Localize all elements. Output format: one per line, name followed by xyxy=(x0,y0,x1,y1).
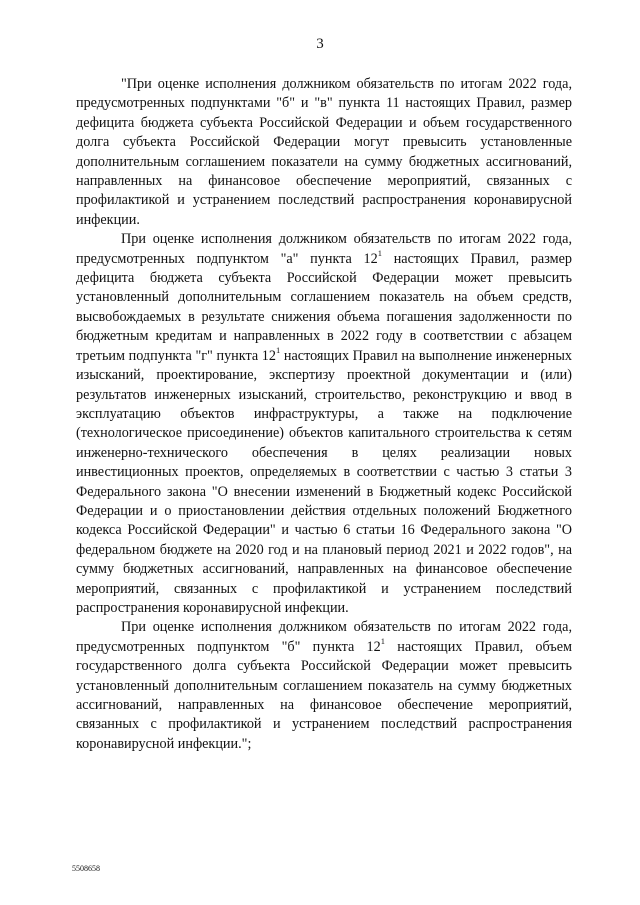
paragraph-text: "При оценке исполнения должником обязательств по итогам 2022 года, предусмотренных подпунктами "б" и "в" пункта 11 настоящих Правил, размер дефицита бюджета субъекта Российской Федерации и объем государственного долга субъекта Российской Федерации могут превысить установленные дополнительным соглашением показатели на сумму бюджетных ассигнований, направленных на финансовое обеспечение мероприятий, связанных с профилактикой и устранением последствий распространения коронавирусной инфекции. xyxy=(76,76,572,228)
paragraph-text: При оценке исполнения должником обязательств по итогам 2022 года, предусмотренных подпунктом "б" пункта 12 xyxy=(76,619,572,655)
superscript-marker: 1 xyxy=(275,344,281,355)
superscript-marker: 1 xyxy=(380,636,385,647)
paragraph-text: настоящих Правил, размер дефицита бюджета субъекта Российской Федерации может превысить установленный дополнительным соглашением показатель на объем средств, высвобождаемых в результате снижения объема погашения задолженности по бюджетным кредитам и направленных в 2022 году в соответствии с абзацем третьим подпункта "г" пункта 12 xyxy=(76,250,572,364)
paragraph-text: настоящих Правил, объем государственного долга субъекта Российской Федерации может превысить установленный дополнительным соглашением показатель на сумму бюджетных ассигнований, направленных на финансовое обеспечение мероприятий, связанных с профилактикой и устранением последствий распространения коронавирусной инфекции."; xyxy=(76,638,572,752)
document-code: 5508658 xyxy=(72,864,100,873)
page-number: 3 xyxy=(316,36,324,52)
paragraph-text: настоящих Правил на выполнение инженерных изысканий, проектирование, экспертизу проектной документации и (или) результатов инженерных изысканий, строительство, реконструкцию и ввод в эксплуатацию объектов инфраструктуры, а также на подключение (технологическое присоединение) объектов капитального строительства к сетям инженерно-технического обеспечения в целях реализации новых инвестиционных проектов, определяемых в соответствии с частью 3 статьи 3 Федерального закона "О внесении изменений в Бюджетный кодекс Российской Федерации и о приостановлении действия отдельных положений Бюджетного кодекса Российской Федерации" и частью 6 статьи 16 Федерального закона "О федеральном бюджете на 2020 год и на плановый период 2021 и 2022 годов", на сумму бюджетных ассигнований, направленных на финансовое обеспечение мероприятий, связанных с профилактикой и устранением последствий распространения коронавирусной инфекции. xyxy=(76,347,572,616)
superscript-marker: 1 xyxy=(377,247,382,258)
paragraph-3 xyxy=(76,618,572,754)
paragraph-1 xyxy=(76,75,572,230)
paragraph-text: При оценке исполнения должником обязательств по итогам 2022 года, предусмотренных подпунктом "а" пункта 12 xyxy=(76,231,572,267)
paragraph-2 xyxy=(76,230,572,618)
document-body xyxy=(76,75,572,754)
